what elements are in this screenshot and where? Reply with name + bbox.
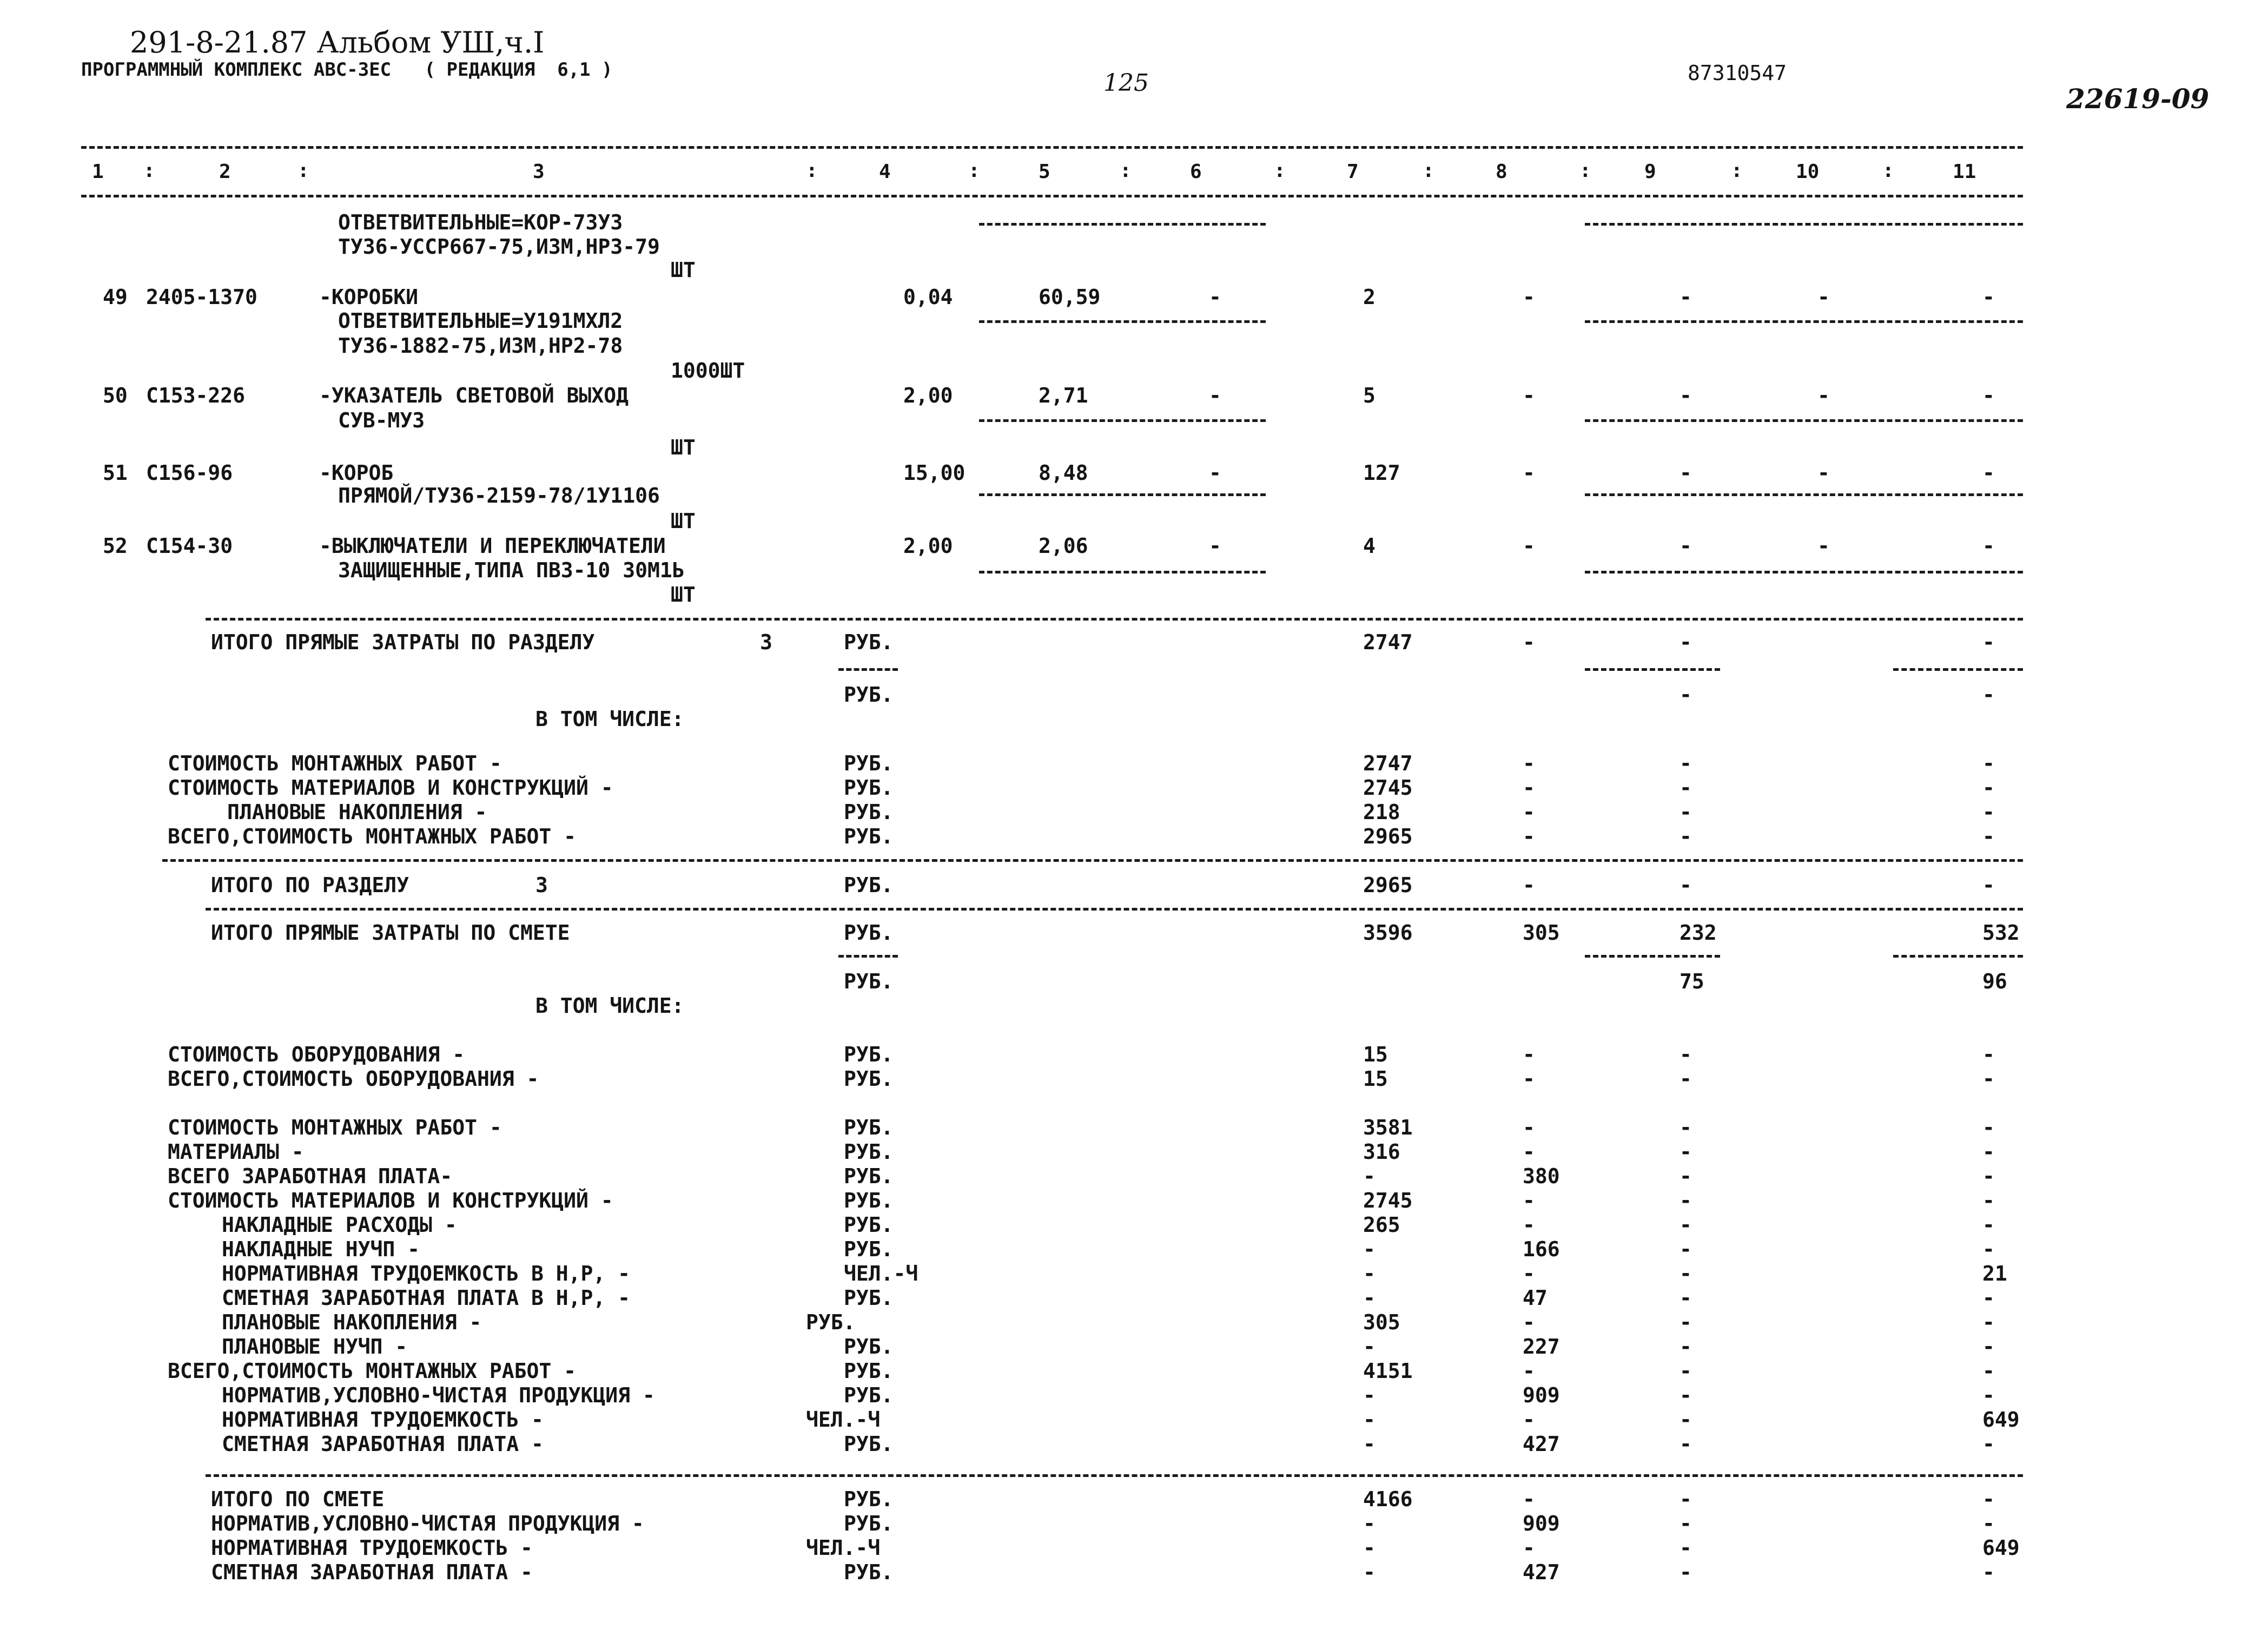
table-cell: СМЕТНАЯ ЗАРАБОТНАЯ ПЛАТА В Н,Р, -	[222, 1286, 630, 1310]
column-header-5: 5	[1039, 161, 1050, 183]
table-cell: 47	[1523, 1286, 1548, 1310]
table-cell: С154-30	[146, 534, 233, 558]
table-cell: РУБ.	[844, 1213, 894, 1237]
table-cell: -	[1982, 1560, 1995, 1584]
table-cell: 1000ШТ	[671, 359, 745, 382]
table-cell: РУБ.	[844, 1140, 894, 1164]
column-separator: :	[143, 160, 155, 182]
dashed-rule	[838, 668, 898, 671]
table-cell: 8,48	[1039, 461, 1088, 485]
table-cell: 2745	[1363, 1189, 1413, 1212]
table-cell: СТОИМОСТЬ МАТЕРИАЛОВ И КОНСТРУКЦИЙ -	[168, 1189, 613, 1212]
table-cell: -	[1523, 825, 1535, 848]
table-cell: -	[1679, 1310, 1692, 1334]
table-cell: -	[1679, 800, 1692, 824]
table-cell: СМЕТНАЯ ЗАРАБОТНАЯ ПЛАТА -	[211, 1560, 533, 1584]
table-cell: 2405-1370	[146, 285, 257, 309]
table-cell: 427	[1523, 1432, 1560, 1456]
column-header-3: 3	[533, 161, 545, 183]
table-cell: РУБ.	[844, 1512, 894, 1535]
table-cell: 3	[535, 873, 548, 897]
table-cell: РУБ.	[844, 1383, 894, 1407]
column-header-8: 8	[1496, 161, 1507, 183]
table-cell: РУБ.	[844, 1359, 894, 1383]
table-cell: 427	[1523, 1560, 1560, 1584]
table-cell: ИТОГО ПО РАЗДЕЛУ	[211, 873, 409, 897]
table-cell: 15	[1363, 1043, 1388, 1066]
dashed-rule	[206, 908, 2023, 911]
table-cell: -	[1679, 751, 1692, 775]
dashed-rule	[81, 195, 2023, 197]
table-cell: РУБ.	[844, 825, 894, 848]
table-cell: -	[1982, 1164, 1995, 1188]
dashed-rule	[81, 146, 2023, 149]
table-cell: -	[1523, 1140, 1535, 1164]
column-header-10: 10	[1796, 161, 1820, 183]
table-cell: -	[1679, 1043, 1692, 1066]
table-cell: 2965	[1363, 825, 1413, 848]
table-cell: 2,00	[903, 534, 953, 558]
table-cell: МАТЕРИАЛЫ -	[168, 1140, 304, 1164]
table-cell: 0,04	[903, 285, 953, 309]
table-cell: -	[1982, 461, 1995, 485]
table-cell: РУБ.	[844, 873, 894, 897]
table-cell: ПЛАНОВЫЕ НАКОПЛЕНИЯ -	[227, 800, 487, 824]
table-cell: -	[1679, 1432, 1692, 1456]
table-cell: 50	[103, 384, 128, 407]
dashed-rule	[1893, 955, 2023, 958]
table-cell: -	[1523, 1043, 1535, 1066]
table-cell: -	[1523, 800, 1535, 824]
table-cell: -	[1982, 1067, 1995, 1091]
table-cell: 232	[1679, 921, 1717, 945]
table-cell: -	[1982, 1512, 1995, 1535]
table-cell: СТОИМОСТЬ МАТЕРИАЛОВ И КОНСТРУКЦИЙ -	[168, 776, 613, 800]
table-cell: -	[1209, 534, 1221, 558]
table-cell: -	[1523, 1310, 1535, 1334]
table-cell: 2	[1363, 285, 1376, 309]
table-cell: -	[1679, 1383, 1692, 1407]
table-cell: -КОРОБКИ	[319, 285, 419, 309]
table-cell: -	[1209, 461, 1221, 485]
table-cell: 96	[1982, 970, 2007, 993]
table-cell: ТУ36-УССР667-75,ИЗМ,НР3-79	[338, 235, 660, 259]
table-cell: -ВЫКЛЮЧАТЕЛИ И ПЕРЕКЛЮЧАТЕЛИ	[319, 534, 666, 558]
table-cell: -	[1982, 1310, 1995, 1334]
table-cell: -	[1982, 1213, 1995, 1237]
table-cell: 305	[1363, 1310, 1400, 1334]
table-cell: ВСЕГО ЗАРАБОТНАЯ ПЛАТА-	[168, 1164, 453, 1188]
table-cell: РУБ.	[844, 800, 894, 824]
table-cell: ОТВЕТВИТЕЛЬНЫЕ=КОР-73У3	[338, 210, 623, 234]
table-cell: -	[1982, 873, 1995, 897]
dashed-rule	[979, 419, 1266, 422]
table-cell: -	[1523, 1213, 1535, 1237]
table-cell: -	[1523, 1359, 1535, 1383]
table-cell: РУБ.	[844, 751, 894, 775]
table-cell: 218	[1363, 800, 1400, 824]
table-cell: -	[1523, 1189, 1535, 1212]
table-cell: 166	[1523, 1237, 1560, 1261]
table-cell: РУБ.	[806, 1310, 856, 1334]
table-cell: ПРЯМОЙ/ТУ36-2159-78/1У1106	[338, 484, 660, 507]
table-cell: -	[1209, 384, 1221, 407]
table-cell: ИТОГО ПО СМЕТЕ	[211, 1487, 385, 1511]
column-header-11: 11	[1953, 161, 1976, 183]
table-cell: -	[1982, 776, 1995, 800]
dashed-rule	[1585, 955, 1720, 958]
table-cell: РУБ.	[844, 683, 894, 707]
table-cell: ЧЕЛ.-Ч	[806, 1536, 881, 1560]
table-cell: 2,00	[903, 384, 953, 407]
table-cell: -	[1679, 285, 1692, 309]
table-cell: -	[1523, 1487, 1535, 1511]
table-cell: -	[1982, 1237, 1995, 1261]
table-cell: -	[1982, 384, 1995, 407]
table-cell: 3596	[1363, 921, 1413, 945]
table-cell: РУБ.	[844, 1116, 894, 1139]
table-cell: ЧЕЛ.-Ч	[844, 1262, 918, 1285]
table-cell: В ТОМ ЧИСЛЕ:	[535, 707, 684, 731]
table-cell: -	[1679, 683, 1692, 707]
table-cell: 5	[1363, 384, 1376, 407]
column-separator: :	[1274, 160, 1286, 182]
dashed-rule	[979, 223, 1266, 226]
table-cell: 15	[1363, 1067, 1388, 1091]
table-cell: -	[1523, 1067, 1535, 1091]
table-cell: -	[1817, 534, 1830, 558]
dashed-rule	[1893, 668, 2023, 671]
table-cell: -	[1982, 825, 1995, 848]
table-cell: -	[1523, 1116, 1535, 1139]
table-cell: -	[1363, 1432, 1376, 1456]
table-cell: В ТОМ ЧИСЛЕ:	[535, 994, 684, 1018]
table-cell: -	[1523, 873, 1535, 897]
table-cell: 51	[103, 461, 128, 485]
table-cell: СУВ-МУ3	[338, 408, 425, 432]
column-separator: :	[1579, 160, 1591, 182]
table-cell: -	[1982, 1432, 1995, 1456]
table-cell: РУБ.	[844, 776, 894, 800]
table-cell: 227	[1523, 1335, 1560, 1358]
table-cell: -	[1523, 1262, 1535, 1285]
table-cell: ЧЕЛ.-Ч	[806, 1408, 881, 1432]
table-cell: -	[1679, 1536, 1692, 1560]
table-cell: 75	[1679, 970, 1704, 993]
table-cell: ШТ	[671, 258, 696, 282]
table-cell: 60,59	[1039, 285, 1101, 309]
table-cell: НАКЛАДНЫЕ НУЧП -	[222, 1237, 420, 1261]
table-cell: -	[1363, 1512, 1376, 1535]
dashed-rule	[206, 618, 2023, 621]
table-cell: 649	[1982, 1408, 2020, 1432]
table-cell: РУБ.	[844, 1432, 894, 1456]
table-cell: 2747	[1363, 630, 1413, 654]
table-cell: -	[1523, 461, 1535, 485]
table-cell: 265	[1363, 1213, 1400, 1237]
table-cell: ШТ	[671, 509, 696, 533]
table-cell: 4166	[1363, 1487, 1413, 1511]
table-cell: -	[1982, 1189, 1995, 1212]
table-cell: ШТ	[671, 583, 696, 606]
table-cell: РУБ.	[844, 970, 894, 993]
table-cell: 21	[1982, 1262, 2007, 1285]
dashed-rule	[979, 320, 1266, 323]
table-cell: -	[1679, 1067, 1692, 1091]
table-cell: -	[1679, 461, 1692, 485]
table-cell: НОРМАТИВ,УСЛОВНО-ЧИСТАЯ ПРОДУКЦИЯ -	[211, 1512, 644, 1535]
table-cell: ВСЕГО,СТОИМОСТЬ МОНТАЖНЫХ РАБОТ -	[168, 825, 576, 848]
table-cell: -	[1523, 384, 1535, 407]
table-cell: НОРМАТИВНАЯ ТРУДОЕМКОСТЬ -	[211, 1536, 533, 1560]
table-cell: НОРМАТИВНАЯ ТРУДОЕМКОСТЬ В Н,Р, -	[222, 1262, 630, 1285]
album-title: 291-8-21.87 Альбом УШ,ч.I	[130, 25, 545, 60]
table-cell: -	[1679, 1213, 1692, 1237]
table-cell: 3	[760, 630, 772, 654]
dashed-rule	[1585, 419, 2023, 422]
table-cell: ИТОГО ПРЯМЫЕ ЗАТРАТЫ ПО СМЕТЕ	[211, 921, 570, 945]
table-cell: РУБ.	[844, 630, 894, 654]
table-cell: -	[1523, 630, 1535, 654]
dashed-rule	[1585, 223, 2023, 226]
table-cell: -	[1363, 1237, 1376, 1261]
table-cell: -	[1679, 630, 1692, 654]
table-cell: РУБ.	[844, 1487, 894, 1511]
table-cell: -	[1679, 1335, 1692, 1358]
table-cell: РУБ.	[844, 1335, 894, 1358]
dashed-rule	[1585, 668, 1720, 671]
table-cell: СТОИМОСТЬ МОНТАЖНЫХ РАБОТ -	[168, 751, 502, 775]
table-cell: 380	[1523, 1164, 1560, 1188]
table-cell: 2,06	[1039, 534, 1088, 558]
table-cell: -	[1523, 1408, 1535, 1432]
table-cell: РУБ.	[844, 1560, 894, 1584]
dashed-rule	[838, 955, 898, 958]
table-cell: -	[1982, 1116, 1995, 1139]
column-header-2: 2	[219, 161, 231, 183]
table-cell: -	[1679, 1512, 1692, 1535]
table-cell: -	[1679, 1140, 1692, 1164]
table-cell: РУБ.	[844, 1067, 894, 1091]
table-cell: 909	[1523, 1512, 1560, 1535]
table-cell: 532	[1982, 921, 2020, 945]
table-cell: 4	[1363, 534, 1376, 558]
dashed-rule	[1585, 493, 2023, 496]
table-cell: -	[1817, 285, 1830, 309]
table-cell: -	[1679, 1116, 1692, 1139]
table-cell: СТОИМОСТЬ МОНТАЖНЫХ РАБОТ -	[168, 1116, 502, 1139]
table-cell: РУБ.	[844, 1286, 894, 1310]
table-cell: -	[1679, 1286, 1692, 1310]
dashed-rule	[979, 493, 1266, 496]
table-cell: -	[1817, 461, 1830, 485]
table-cell: -	[1679, 384, 1692, 407]
table-cell: -	[1679, 776, 1692, 800]
table-cell: ВСЕГО,СТОИМОСТЬ МОНТАЖНЫХ РАБОТ -	[168, 1359, 576, 1383]
table-cell: -	[1817, 384, 1830, 407]
table-cell: 649	[1982, 1536, 2020, 1560]
table-cell: ПЛАНОВЫЕ НАКОПЛЕНИЯ -	[222, 1310, 482, 1334]
table-cell: -	[1679, 534, 1692, 558]
table-cell: НОРМАТИВ,УСЛОВНО-ЧИСТАЯ ПРОДУКЦИЯ -	[222, 1383, 655, 1407]
table-cell: -	[1982, 285, 1995, 309]
table-cell: -	[1523, 776, 1535, 800]
table-cell: -	[1523, 285, 1535, 309]
table-cell: -	[1363, 1560, 1376, 1584]
table-cell: 15,00	[903, 461, 966, 485]
table-cell: 316	[1363, 1140, 1400, 1164]
table-cell: -	[1982, 1286, 1995, 1310]
table-cell: ВСЕГО,СТОИМОСТЬ ОБОРУДОВАНИЯ -	[168, 1067, 539, 1091]
table-cell: -	[1679, 825, 1692, 848]
document-code: 87310547	[1688, 61, 1787, 85]
column-separator: :	[297, 160, 309, 182]
column-separator: :	[1120, 160, 1132, 182]
table-cell: СТОИМОСТЬ ОБОРУДОВАНИЯ -	[168, 1043, 465, 1066]
table-cell: РУБ.	[844, 1043, 894, 1066]
table-cell: ПЛАНОВЫЕ НУЧП -	[222, 1335, 408, 1358]
table-cell: -	[1363, 1164, 1376, 1188]
column-header-9: 9	[1644, 161, 1656, 183]
table-cell: -	[1982, 534, 1995, 558]
table-cell: -	[1679, 1237, 1692, 1261]
dashed-rule	[1585, 320, 2023, 323]
column-separator: :	[1731, 160, 1743, 182]
column-header-4: 4	[879, 161, 891, 183]
program-name: ПРОГРАММНЫЙ КОМПЛЕКС АВС-3ЕС ( РЕДАКЦИЯ 6,1 )	[81, 59, 613, 81]
table-cell: -	[1679, 1560, 1692, 1584]
table-cell: С156-96	[146, 461, 233, 485]
table-cell: -	[1679, 1359, 1692, 1383]
table-cell: 2745	[1363, 776, 1413, 800]
dashed-rule	[206, 1474, 2023, 1477]
column-header-7: 7	[1347, 161, 1359, 183]
page-number: 125	[1103, 69, 1149, 97]
table-cell: -	[1363, 1536, 1376, 1560]
table-cell: РУБ.	[844, 1189, 894, 1212]
table-cell: -	[1679, 1262, 1692, 1285]
table-cell: -	[1523, 751, 1535, 775]
table-cell: 3581	[1363, 1116, 1413, 1139]
table-cell: СМЕТНАЯ ЗАРАБОТНАЯ ПЛАТА -	[222, 1432, 544, 1456]
table-cell: -	[1982, 1043, 1995, 1066]
table-cell: НОРМАТИВНАЯ ТРУДОЕМКОСТЬ -	[222, 1408, 544, 1432]
table-cell: -	[1982, 683, 1995, 707]
table-cell: 52	[103, 534, 128, 558]
table-cell: 2747	[1363, 751, 1413, 775]
table-cell: -	[1679, 1164, 1692, 1188]
table-cell: РУБ.	[844, 921, 894, 945]
table-cell: -	[1363, 1286, 1376, 1310]
table-cell: 2965	[1363, 873, 1413, 897]
column-separator: :	[1423, 160, 1434, 182]
table-cell: -	[1209, 285, 1221, 309]
table-cell: РУБ.	[844, 1237, 894, 1261]
table-cell: -	[1523, 1536, 1535, 1560]
table-cell: 4151	[1363, 1359, 1413, 1383]
table-cell: -	[1363, 1383, 1376, 1407]
dashed-rule	[979, 571, 1266, 573]
dashed-rule	[162, 859, 2023, 862]
table-cell: -	[1679, 1487, 1692, 1511]
table-cell: -	[1679, 1189, 1692, 1212]
table-cell: -	[1982, 1140, 1995, 1164]
table-cell: -	[1982, 1335, 1995, 1358]
table-cell: 127	[1363, 461, 1400, 485]
table-cell: -	[1982, 800, 1995, 824]
table-cell: -	[1982, 1383, 1995, 1407]
dashed-rule	[1585, 571, 2023, 573]
table-cell: ЗАЩИЩЕННЫЕ,ТИПА ПВЗ-10 30М1Ь	[338, 558, 685, 582]
table-cell: -	[1982, 1487, 1995, 1511]
table-cell: -	[1363, 1335, 1376, 1358]
table-cell: -	[1363, 1262, 1376, 1285]
table-cell: -	[1523, 534, 1535, 558]
table-cell: С153-226	[146, 384, 246, 407]
table-cell: -	[1982, 630, 1995, 654]
table-cell: -	[1679, 1408, 1692, 1432]
table-cell: ШТ	[671, 436, 696, 459]
table-cell: -	[1982, 751, 1995, 775]
table-cell: РУБ.	[844, 1164, 894, 1188]
table-cell: -	[1982, 1359, 1995, 1383]
table-cell: 909	[1523, 1383, 1560, 1407]
table-cell: ОТВЕТВИТЕЛЬНЫЕ=У191МХЛ2	[338, 309, 623, 333]
table-cell: 49	[103, 285, 128, 309]
table-cell: 305	[1523, 921, 1560, 945]
table-cell: -	[1363, 1408, 1376, 1432]
table-cell: ТУ36-1882-75,ИЗМ,НР2-78	[338, 334, 623, 358]
column-separator: :	[1882, 160, 1894, 182]
column-separator: :	[806, 160, 818, 182]
table-cell: 2,71	[1039, 384, 1088, 407]
table-cell: -	[1679, 873, 1692, 897]
column-header-1: 1	[92, 161, 104, 183]
table-cell: ИТОГО ПРЯМЫЕ ЗАТРАТЫ ПО РАЗДЕЛУ	[211, 630, 595, 654]
column-separator: :	[968, 160, 980, 182]
handwritten-reference: 22619-09	[2066, 83, 2210, 115]
table-cell: -УКАЗАТЕЛЬ СВЕТОВОЙ ВЫХОД	[319, 384, 629, 407]
table-cell: НАКЛАДНЫЕ РАСХОДЫ -	[222, 1213, 457, 1237]
table-cell: -КОРОБ	[319, 461, 394, 485]
column-header-6: 6	[1190, 161, 1202, 183]
